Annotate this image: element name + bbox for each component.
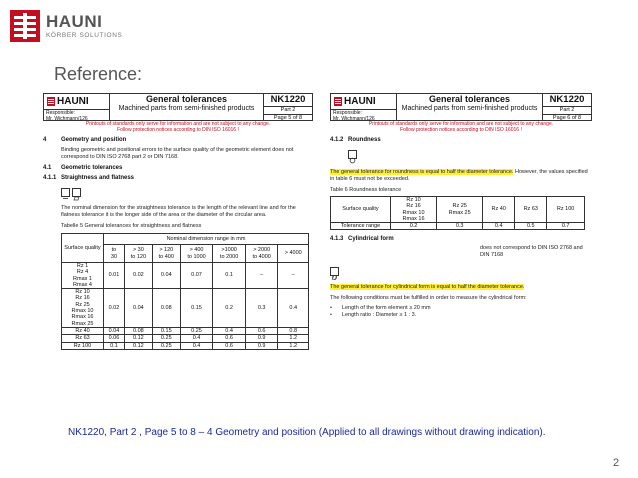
quality-label: Rmax 25 (71, 320, 94, 327)
responsible-label: Responsible: (333, 110, 362, 116)
section-title: Cylindrical form (348, 236, 394, 243)
section-number: 4 (43, 137, 47, 143)
range-to: to 2000 (219, 253, 239, 260)
tolerance-value: 0.25 (152, 342, 180, 349)
brand-subtitle: KÖRBER SOLUTIONS (46, 32, 123, 39)
tolerance-value: 0.25 (180, 327, 213, 334)
quality-label: Rmax 25 (448, 209, 471, 216)
roundness-highlight: The general tolerance for roundness is equal to half the diameter tolerance. (330, 169, 514, 175)
print-notice-line2: Follow protection notices according to DIN ISO 16016 ! (117, 126, 239, 133)
quality-label: Rz 10 (75, 289, 90, 296)
quality-label: Rmax 16 (402, 215, 425, 222)
quality-label: Rz 25 (75, 301, 90, 308)
section-413-highlight-line (330, 284, 592, 291)
symbols (61, 184, 313, 202)
range-from: > 4000 (284, 250, 302, 257)
section-title: Roundness (348, 137, 381, 143)
tolerance-value: 0.7 (547, 223, 585, 230)
tolerance-value: 0.8 (278, 327, 309, 334)
tolerance-value: 0.9 (245, 335, 278, 342)
quality-cell (547, 197, 585, 223)
section-number: 4.1.1 (43, 175, 57, 181)
range-header-cell (152, 245, 180, 263)
quality-label: Rz 10 (406, 197, 421, 203)
section-title: Straightness and flatness (61, 175, 135, 181)
section-number: 4.1 (43, 165, 52, 171)
tolerance-value: 0.04 (152, 263, 180, 289)
cylinder-highlight: The general tolerance for cylindrical form is equal to half the diameter tolerance. (330, 284, 525, 291)
page-number: 2 (613, 457, 620, 469)
print-notice (43, 122, 313, 133)
section-412-heading (330, 137, 592, 144)
hauni-emblem-icon (334, 97, 342, 106)
tolerance-value: – (245, 263, 278, 289)
section-412-text (330, 169, 592, 183)
section-4-text: Binding geometric and positional errors to the surface quality of the geometric element does not correspond to DIN ISO 2768 part 2 or DIN 7168. (61, 147, 294, 160)
tolerance-value: 0.5 (515, 223, 547, 230)
doc-header (43, 93, 313, 121)
tolerance-value: 0.4 (213, 327, 246, 334)
table-header-range: Nominal dimension range in mm (104, 234, 309, 245)
quality-label: Rz 25 (452, 203, 467, 210)
doc-code-number: 1220 (563, 94, 585, 105)
range-to: to 120 (130, 253, 147, 260)
tolerance-value: 0.06 (104, 335, 125, 342)
section-number: 4.1.2 (330, 137, 344, 143)
tolerance-value: 0.2 (391, 223, 437, 230)
range-header-cell (124, 245, 152, 263)
quality-label: Rz 40 (75, 327, 90, 334)
doc-code-prefix: NK (549, 94, 564, 105)
quality-label: Rz 63 (75, 335, 90, 342)
tolerance-value: 0.3 (437, 223, 483, 230)
table-header-range: Tolerance range (331, 223, 391, 230)
list-item: • Length ratio : Diameter ≥ 1 : 3. (330, 312, 417, 319)
tolerance-value: 0.4 (278, 289, 309, 328)
responsible-label: Responsible: (46, 110, 75, 116)
quality-cell (62, 327, 104, 334)
print-notice-line2: Follow protection notices according to DIN ISO 16016 ! (400, 126, 522, 133)
doc-code (543, 94, 591, 107)
hauni-emblem-icon (10, 10, 40, 42)
doc-page: Page 6 of 8 (552, 115, 582, 121)
section-413-line: does not correspond to DIN ISO 2768 and DIN 7168 (480, 245, 583, 259)
quality-cell (62, 263, 104, 289)
range-to: to 400 (158, 253, 174, 260)
tolerance-value: 0.6 (213, 342, 246, 349)
tolerance-value: 0.1 (104, 342, 125, 349)
roundness-table (330, 196, 585, 230)
range-to: to 1000 (187, 253, 206, 260)
table-header-quality: Surface quality (62, 234, 104, 263)
tolerance-value: 0.3 (245, 289, 278, 328)
print-notice-line1: Printouts of standards only serve for information and are not subject to any change. (368, 121, 554, 127)
doc-title: General tolerances (428, 94, 511, 104)
tolerance-value: 0.01 (104, 263, 125, 289)
tolerance-value: 0.25 (152, 335, 180, 342)
quality-label: Rz 1 (76, 263, 89, 269)
tolerance-value: 1.2 (278, 342, 309, 349)
range-from: to (111, 247, 117, 254)
range-from: > 30 (132, 247, 144, 254)
section-title: Geometry and position (61, 137, 127, 143)
range-to: 30 (110, 253, 118, 260)
quality-label: Rmax 1 (73, 275, 92, 282)
tolerance-value: – (278, 263, 309, 289)
range-from: > 2000 (253, 247, 271, 254)
quality-cell (391, 197, 437, 223)
print-notice (330, 122, 592, 133)
doc-subtitle: Machined parts from semi-finished products (118, 105, 255, 112)
quality-label: Rmax 16 (71, 314, 94, 321)
bullet-text: Length ratio : Diameter ≥ 1 : 3. (341, 312, 417, 319)
quality-cell (437, 197, 483, 223)
bullet-text: Length of the form element ≥ 20 mm (341, 305, 431, 312)
tolerance-value: 1.2 (278, 335, 309, 342)
quality-label: Rz 16 (406, 203, 421, 210)
doc-header (330, 93, 592, 121)
quality-label: Rz 16 (75, 295, 90, 302)
flatness-symbol-icon (72, 188, 81, 197)
table-row (62, 342, 309, 349)
range-header-cell (104, 245, 125, 263)
document-page-left (43, 93, 313, 350)
tolerance-value: 0.04 (104, 327, 125, 334)
range-from: >1000 (221, 247, 237, 254)
section-413-text: The following conditions must be fulfilled in order to measure the cylindrical form: (330, 295, 527, 302)
quality-cell (62, 335, 104, 342)
tolerance-value: 0.4 (180, 342, 213, 349)
tolerance-value: 0.08 (124, 327, 152, 334)
table6-caption: Table 6 Roundness tolerance (330, 187, 402, 193)
tolerance-value: 0.2 (213, 289, 246, 328)
hauni-emblem-icon (47, 97, 55, 106)
section-4-heading (43, 137, 313, 144)
doc-part: Part 2 (543, 107, 591, 115)
range-header-cell (245, 245, 278, 263)
range-header-cell (213, 245, 246, 263)
range-header-cell (180, 245, 213, 263)
table-row (62, 263, 309, 289)
tolerance-value: 0.4 (180, 335, 213, 342)
quality-cell (515, 197, 547, 223)
quality-label: Rz 63 (523, 206, 538, 213)
responsible-name: Mr. Wichmann/126 (333, 116, 375, 122)
range-from: > 120 (159, 247, 174, 254)
doc-part: Part 2 (264, 107, 312, 115)
straightness-symbol-icon (61, 188, 70, 197)
tolerance-value: 0.04 (124, 289, 152, 328)
section-411-heading (43, 175, 313, 182)
tolerance-value: 0.6 (245, 327, 278, 334)
doc-page: Page 5 of 8 (273, 115, 303, 121)
table-row (62, 327, 309, 334)
tolerance-value: 0.1 (213, 263, 246, 289)
responsible-name: Mr. Wichmann/126 (46, 116, 88, 122)
tolerance-value: 0.6 (213, 335, 246, 342)
doc-brand: HAUNI (57, 96, 89, 107)
tolerance-value: 0.15 (152, 327, 180, 334)
table-row (62, 335, 309, 342)
section-413-heading (330, 236, 592, 243)
tolerance-value: 0.4 (483, 223, 515, 230)
range-from: > 400 (189, 247, 204, 254)
section-number: 4.1.3 (330, 236, 344, 243)
doc-code-number: 1220 (284, 94, 306, 105)
doc-subtitle: Machined parts from semi-finished products (401, 105, 538, 112)
section-title: Geometric tolerances (61, 165, 123, 171)
table-row (62, 289, 309, 328)
tolerance-value: 0.02 (104, 289, 125, 328)
tolerance-value: 0.15 (180, 289, 213, 328)
quality-label: Rmax 4 (73, 281, 92, 288)
doc-code-prefix: NK (270, 94, 285, 105)
print-notice-line1: Printouts of standards only serve for information and are not subject to any change. (85, 121, 271, 127)
roundness-text-rest: However, the values specified in table 6 must not be exceeded. (330, 169, 588, 182)
range-header-cell (278, 245, 309, 263)
quality-label: Rz 40 (491, 206, 506, 213)
quality-cell (62, 342, 104, 349)
doc-brand: HAUNI (344, 96, 376, 107)
list-item: • Length of the form element ≥ 20 mm (330, 305, 431, 312)
slide-caption: NK1220, Part 2 , Page 5 to 8 – 4 Geometry and position (Applied to all drawings without drawing indication). (68, 427, 546, 438)
doc-code (264, 94, 312, 107)
table-header-quality: Surface quality (331, 197, 391, 223)
range-to: to 4000 (252, 253, 271, 260)
slide-title: Reference: (54, 64, 143, 84)
tolerance-value: 0.12 (124, 342, 152, 349)
table5-caption: Tabelle 5 General tolerances for straightness and flatness (61, 223, 202, 229)
tolerance-value: 0.12 (124, 335, 152, 342)
tolerance-value: 0.07 (180, 263, 213, 289)
document-page-right (330, 93, 592, 319)
hauni-logo (10, 10, 122, 42)
brand-name: HAUNI (46, 12, 103, 31)
quality-label: Rmax 10 (402, 209, 425, 216)
roundness-symbol-icon (348, 150, 357, 159)
quality-label: Rz 100 (73, 342, 92, 349)
quality-cell (483, 197, 515, 223)
tolerance-value: 0.9 (245, 342, 278, 349)
section-41-heading (43, 165, 313, 172)
straightness-flatness-table (61, 233, 309, 350)
section-411-text: The nominal dimension for the straightness tolerance is the length of the relevant line and for the flatness tolerance it is the longer side of the area or the diameter of the circular area. (61, 205, 296, 218)
cylindricity-symbol-icon (330, 267, 339, 276)
tolerance-value: 0.02 (124, 263, 152, 289)
doc-title: General tolerances (145, 94, 228, 104)
quality-label: Rz 4 (76, 269, 89, 276)
conditions-list (330, 305, 592, 319)
tolerance-value: 0.08 (152, 289, 180, 328)
quality-label: Rz 100 (556, 206, 575, 213)
quality-cell (62, 289, 104, 328)
quality-label: Rmax 10 (71, 308, 94, 315)
